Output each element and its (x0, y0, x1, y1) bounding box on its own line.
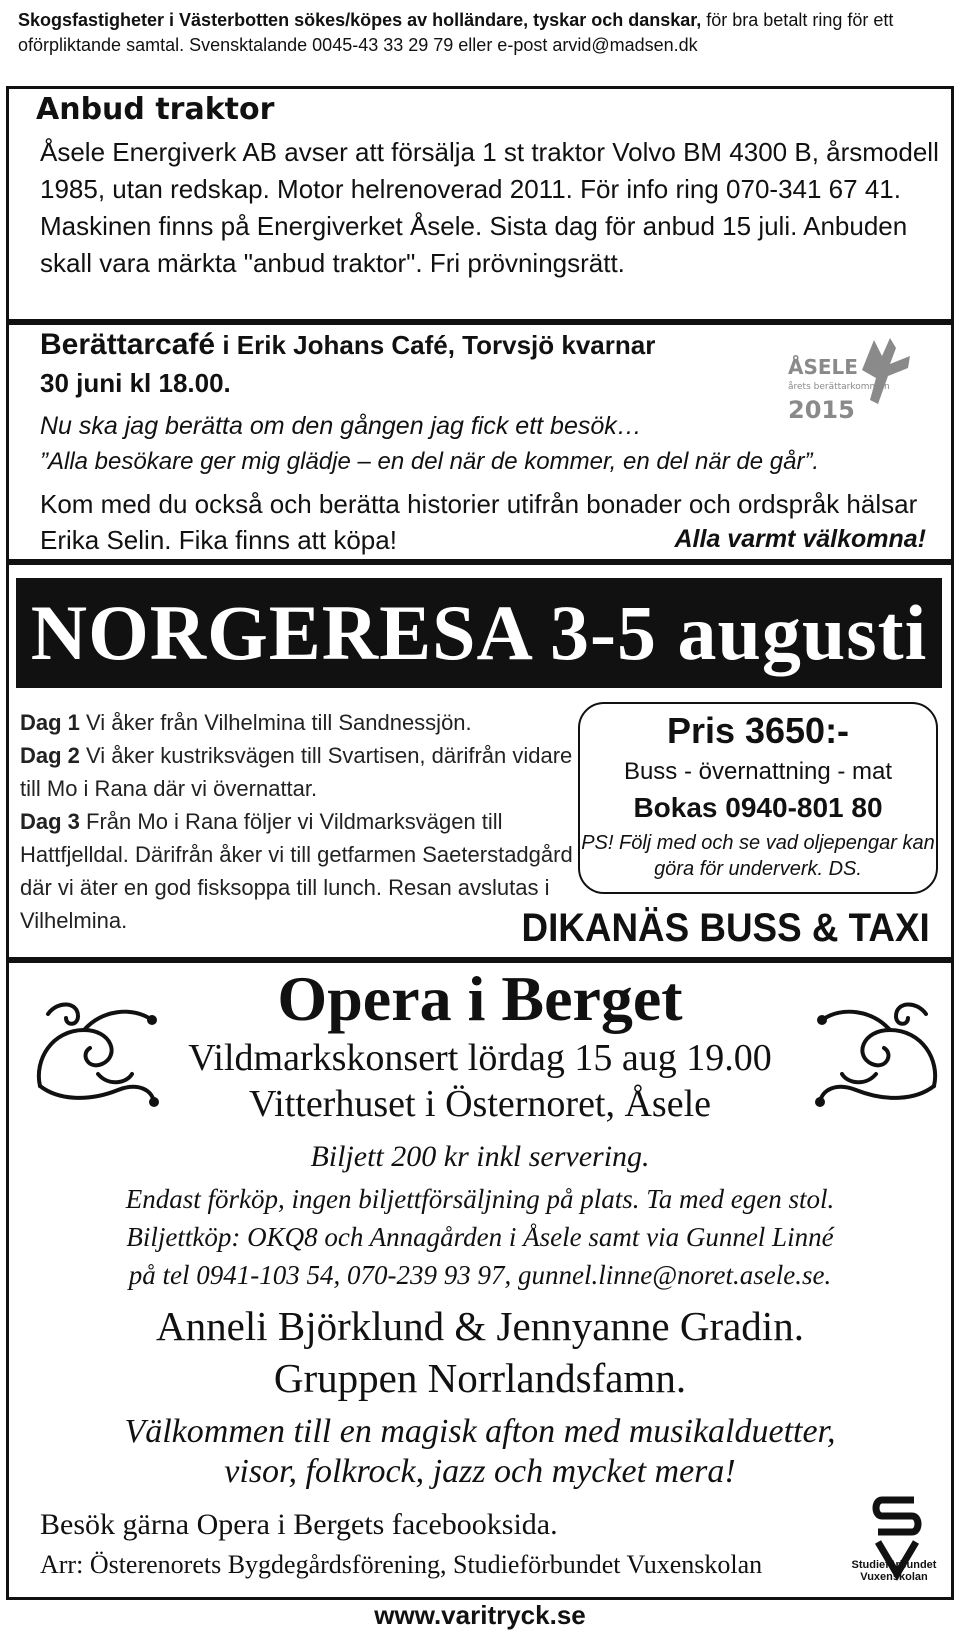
booking-phone: Bokas 0940-801 80 (633, 792, 883, 823)
price-includes: Buss - övernattning - mat (623, 758, 893, 785)
opera-info-line-1: Endast förköp, ingen biljettförsäljning på plats. Ta med egen stol. (125, 1184, 835, 1214)
day-2-text: Vi åker kustriksvägen till Svartisen, därifrån vidare till Mo i Rana där vi övernattar. (20, 743, 573, 801)
cafe-italic-line-1: Nu ska jag berätta om den gången jag fick ett besök… (40, 412, 642, 440)
company-name: DIKANÄS BUSS & TAXI (521, 906, 930, 950)
top-notice (18, 8, 948, 58)
dancing-figure-icon (862, 338, 910, 404)
sv-logo-line-1: Studieförbundet (851, 1559, 937, 1571)
cafe-welcome: Alla varmt välkomna! (674, 525, 926, 553)
opera-artists-line-2: Gruppen Norrlandsfamn. (273, 1355, 687, 1401)
opera-artists-line-1: Anneli Björklund & Jennyanne Gradin. (156, 1303, 804, 1349)
opera-title: Opera i Berget (277, 963, 683, 1034)
cafe-heading (40, 326, 720, 402)
top-notice-rest: för bra betalt ring för ett oförpliktande samtal. Svensktalande 0045-43 33 29 79 eller e-post arvid@madsen.dk (18, 10, 894, 55)
price-ps-note: PS! Följ med och se vad oljepengar kan göra för underverk. DS. (581, 832, 935, 880)
opera-facebook-note: Besök gärna Opera i Bergets facebooksida. (40, 1508, 558, 1541)
opera-subtitle-1: Vildmarkskonsert lördag 15 aug 19.00 (188, 1037, 772, 1079)
day-1-text: Vi åker från Vilhelmina till Sandnessjön. (79, 710, 472, 735)
opera-info-line-3: på tel 0941-103 54, 070-239 93 97, gunnel.linne@noret.asele.se. (128, 1260, 832, 1290)
anbud-title: Anbud traktor (36, 92, 275, 127)
sv-logo-line-2: Vuxenskolan (860, 1571, 928, 1583)
opera-welcome-line-1: Välkommen till en magisk afton med musikalduetter, (124, 1413, 836, 1450)
cafe-location: i Erik Johans Café, Torvsjö kvarnar (215, 330, 656, 360)
day-3-label: Dag 3 (20, 809, 80, 834)
cafe-title: Berättarcafé (40, 328, 216, 361)
asele-logo-year: 2015 (788, 396, 855, 424)
norgeresa-title: NORGERESA 3-5 augusti (30, 589, 928, 676)
norgeresa-itinerary (20, 706, 580, 937)
asele-logo-tagline: årets berättarkommun (788, 382, 890, 392)
opera-ticket-price: Biljett 200 kr inkl servering. (310, 1140, 650, 1173)
opera-subtitle-2: Vitterhuset i Östernoret, Åsele (248, 1083, 712, 1125)
top-notice-bold: Skogsfastigheter i Västerbotten sökes/köpes av holländare, tyskar och danskar, (18, 10, 702, 30)
studieforbundet-logo-text (834, 1559, 954, 1583)
asele-logo-name: ÅSELE (788, 355, 858, 379)
cafe-italic-line-2: ”Alla besökare ger mig glädje – en del när de kommer, en del när de går”. (40, 448, 820, 475)
price-label: Pris 3650:- (666, 710, 850, 751)
opera-info-line-2: Biljettköp: OKQ8 och Annagården i Åsele samt via Gunnel Linné (126, 1222, 834, 1252)
opera-welcome (0, 1412, 960, 1492)
opera-ticket-info (0, 1180, 960, 1294)
website-footer: www.varitryck.se (374, 1600, 586, 1630)
cafe-body: Kom med du också och berätta historier utifrån bonader och ordspråk hälsar Erika Selin. Fika finns att köpa! (40, 489, 918, 555)
opera-welcome-line-2: visor, folkrock, jazz och mycket mera! (224, 1453, 736, 1490)
day-3-text: Från Mo i Rana följer vi Vildmarksvägen till Hattfjelldal. Därifrån åker vi till getfarmen Saeterstadgård där vi äter en god fisksoppa till lunch. Resan avslutas i Vilhelmina. (20, 809, 573, 933)
opera-artists (0, 1300, 960, 1404)
anbud-body: Åsele Energiverk AB avser att försälja 1 st traktor Volvo BM 4300 B, årsmodell 1985, utan redskap. Motor helrenoverad 2011. För info ring 070-341 67 41. Maskinen finns på Energiverket Åsele. Sista dag för anbud 15 juli. Anbuden skall vara märkta "anbud traktor". Fri prövningsrätt. (40, 137, 939, 278)
opera-arranger: Arr: Österenorets Bygdegårdsförening, Studieförbundet Vuxenskolan (40, 1550, 763, 1579)
asele-storytelling-logo (786, 334, 936, 434)
day-1-label: Dag 1 (20, 710, 80, 735)
cafe-date: 30 juni kl 18.00. (40, 368, 231, 398)
day-2-label: Dag 2 (20, 743, 80, 768)
